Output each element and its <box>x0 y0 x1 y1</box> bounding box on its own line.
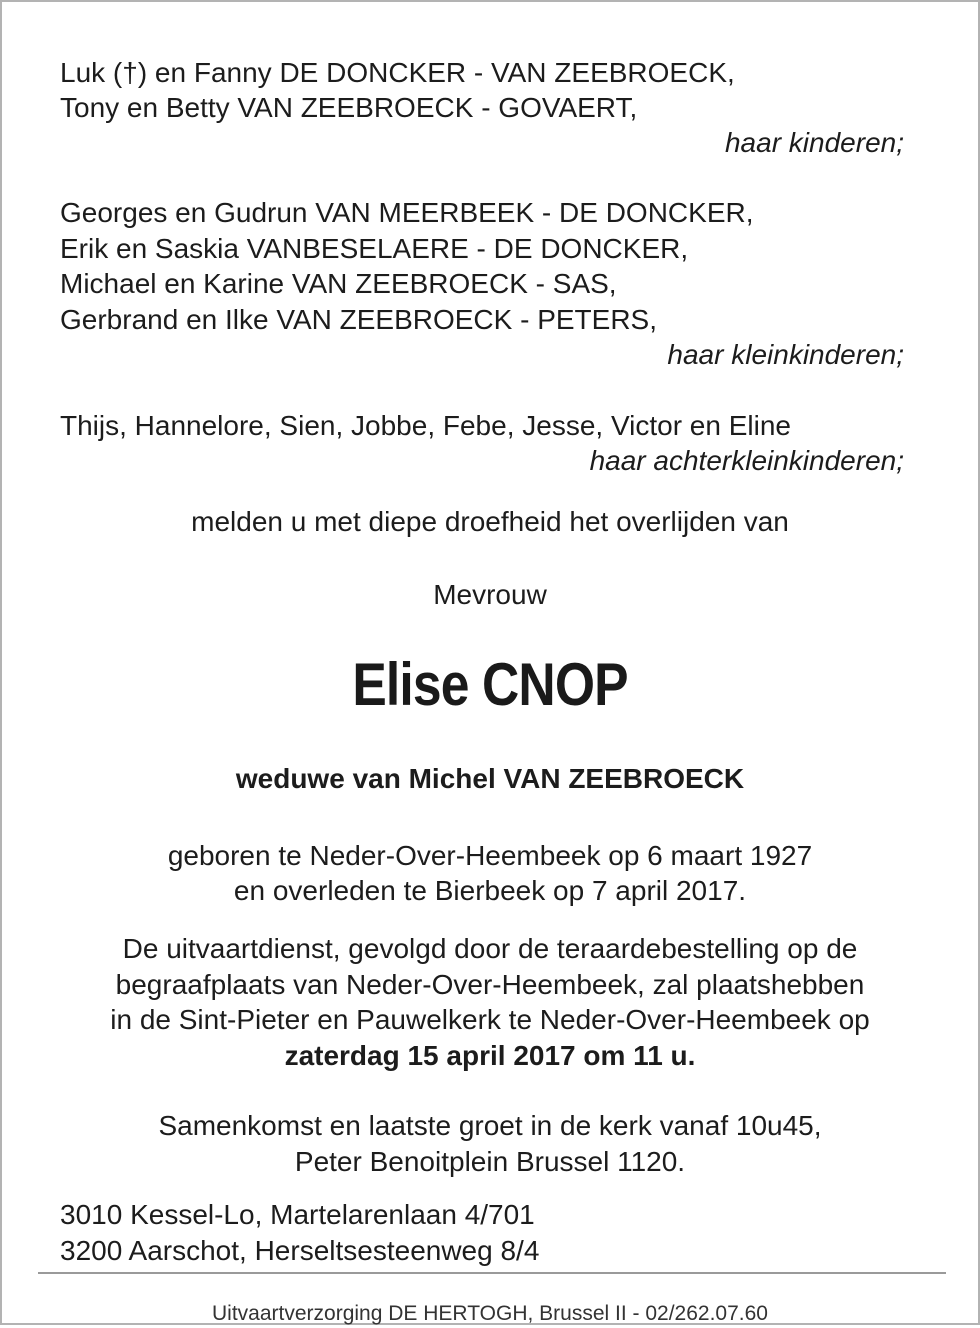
birth-line: geboren te Neder-Over-Heembeek op 6 maart 1927 <box>167 840 813 871</box>
service-datetime: zaterdag 15 april 2017 om 11 u. <box>284 1040 696 1071</box>
footer-divider <box>38 1272 946 1274</box>
death-line: en overleden te Bierbeek op 7 april 2017. <box>233 875 747 906</box>
service-line-2: begraafplaats van Neder-Over-Heembeek, zal plaatshebben <box>115 969 865 1000</box>
grandchildren-line-1: Georges en Gudrun VAN MEERBEEK - DE DONCKER, <box>60 197 754 228</box>
gathering-line-1: Samenkomst en laatste groet in de kerk vanaf 10u45, <box>158 1110 822 1141</box>
gathering-line-2: Peter Benoitplein Brussel 1120. <box>294 1146 686 1177</box>
great-grandchildren-line: Thijs, Hannelore, Sien, Jobbe, Febe, Jesse, Victor en Eline <box>60 410 791 441</box>
grandchildren-line-4: Gerbrand en Ilke VAN ZEEBROECK - PETERS, <box>60 304 658 335</box>
children-role: haar kinderen; <box>724 127 904 158</box>
address-line-2: 3200 Aarschot, Herseltsesteenweg 8/4 <box>60 1235 540 1266</box>
widow-of-line: weduwe van Michel VAN ZEEBROECK <box>235 763 745 794</box>
grandchildren-line-2: Erik en Saskia VANBESELAERE - DE DONCKER, <box>60 233 689 264</box>
salutation: Mevrouw <box>433 579 547 610</box>
funeral-director-footer: Uitvaartverzorging DE HERTOGH, Brussel II - 02/262.07.60 <box>212 1302 768 1325</box>
great-grandchildren-role: haar achterkleinkinderen; <box>589 445 904 476</box>
children-line-2: Tony en Betty VAN ZEEBROECK - GOVAERT, <box>60 92 638 123</box>
deceased-name: Elise CNOP <box>352 651 628 718</box>
announcement-text: melden u met diepe droefheid het overlijden van <box>191 506 789 537</box>
service-line-3: in de Sint-Pieter en Pauwelkerk te Neder-Over-Heembeek op <box>110 1004 870 1035</box>
children-line-1: Luk (†) en Fanny DE DONCKER - VAN ZEEBROECK, <box>60 57 735 88</box>
address-line-1: 3010 Kessel-Lo, Martelarenlaan 4/701 <box>60 1199 535 1230</box>
grandchildren-line-3: Michael en Karine VAN ZEEBROECK - SAS, <box>60 268 617 299</box>
grandchildren-role: haar kleinkinderen; <box>667 339 904 370</box>
service-line-1: De uitvaartdienst, gevolgd door de teraardebestelling op de <box>122 933 858 964</box>
